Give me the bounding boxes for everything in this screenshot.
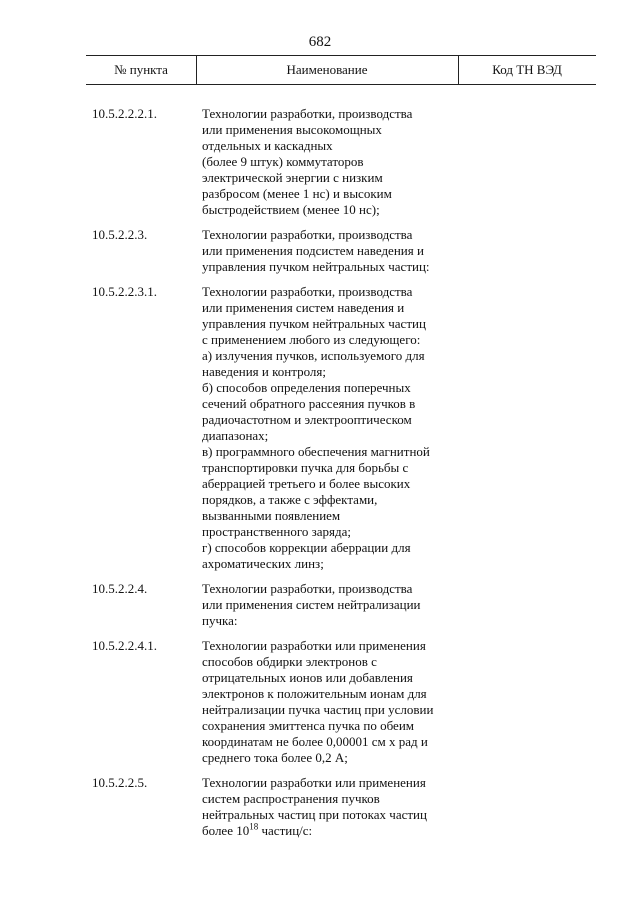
description-line: Технологии разработки, производства [202,227,413,242]
description-line: отдельных и каскадных [202,138,333,153]
description-line: или применения подсистем наведения и [202,243,424,258]
description-line: или применения систем наведения и [202,300,405,315]
description-line: радиочастотном и электрооптическом [202,412,412,427]
description-line: вызванными появлением [202,508,341,523]
description-line: Технологии разработки или применения [202,775,426,790]
description-line: б) способов определения поперечных [202,380,411,395]
description-line: управления пучком нейтральных частиц [202,316,426,331]
description-line: быстродействием (менее 10 нс); [202,202,380,217]
item-number: 10.5.2.2.3. [92,227,148,242]
description-line: с применением любого из следующего: [202,332,421,347]
table-row [92,581,452,629]
description-line: способов обдирки электронов с [202,654,377,669]
description-line: систем распространения пучков [202,791,380,806]
table-body [92,106,452,848]
header-tn-ved-code: Код ТН ВЭД [492,62,562,77]
item-description [202,775,452,839]
description-line: электронов к положительным ионам для [202,686,427,701]
description-line: диапазонах; [202,428,269,443]
table-row [92,106,452,218]
description-line: разбросом (менее 1 нс) и высоким [202,186,392,201]
description-line: отрицательных ионов или добавления [202,670,413,685]
description-line: нейтрализации пучка частиц при условии [202,702,434,717]
item-number: 10.5.2.2.4.1. [92,638,157,653]
item-description [202,284,452,572]
description-line: Технологии разработки, производства [202,106,413,121]
description-line [202,823,452,839]
description-line: пучка: [202,613,238,628]
description-line: транспортировки пучка для борьбы с [202,460,409,475]
description-line: (более 9 штук) коммутаторов [202,154,364,169]
table-row [92,775,452,839]
description-line: сечений обратного рассеяния пучков в [202,396,416,411]
header-name: Наименование [196,56,459,84]
item-description [202,227,452,275]
description-line: Технологии разработки, производства [202,581,413,596]
description-line: аберрацией третьего и более высоких [202,476,411,491]
item-number: 10.5.2.2.3.1. [92,284,157,299]
item-description [202,106,452,218]
page-number: 682 [308,34,332,50]
text-fragment: более 10 [202,823,250,838]
description-line: нейтральных частиц при потоках частиц [202,807,427,822]
description-line: управления пучком нейтральных частиц: [202,259,430,274]
description-line: г) способов коррекции аберрации для [202,540,411,555]
table-header [86,55,596,85]
header-item-number: № пункта [86,56,197,84]
item-number: 10.5.2.2.5. [92,775,148,790]
item-number: 10.5.2.2.4. [92,581,148,596]
description-line: ахроматических линз; [202,556,324,571]
table-row [92,284,452,572]
description-line: пространственного заряда; [202,524,351,539]
superscript-exponent: 18 [249,821,259,832]
item-description [202,581,452,629]
description-line: а) излучения пучков, используемого для [202,348,425,363]
description-line: координатам не более 0,00001 см х рад и [202,734,428,749]
description-line: электрической энергии с низким [202,170,383,185]
item-description [202,638,452,766]
description-line: среднего тока более 0,2 А; [202,750,348,765]
table-row [92,227,452,275]
table-row [92,638,452,766]
description-line: или применения высокомощных [202,122,382,137]
item-number: 10.5.2.2.2.1. [92,106,157,121]
description-line: наведения и контроля; [202,364,326,379]
description-line: сохранения эмиттенса пучка по обеим [202,718,415,733]
description-line: порядков, а также с эффектами, [202,492,378,507]
description-line: Технологии разработки или применения [202,638,426,653]
description-line: или применения систем нейтрализации [202,597,421,612]
description-line: в) программного обеспечения магнитной [202,444,430,459]
text-fragment: частиц/с: [258,823,313,838]
description-line: Технологии разработки, производства [202,284,413,299]
